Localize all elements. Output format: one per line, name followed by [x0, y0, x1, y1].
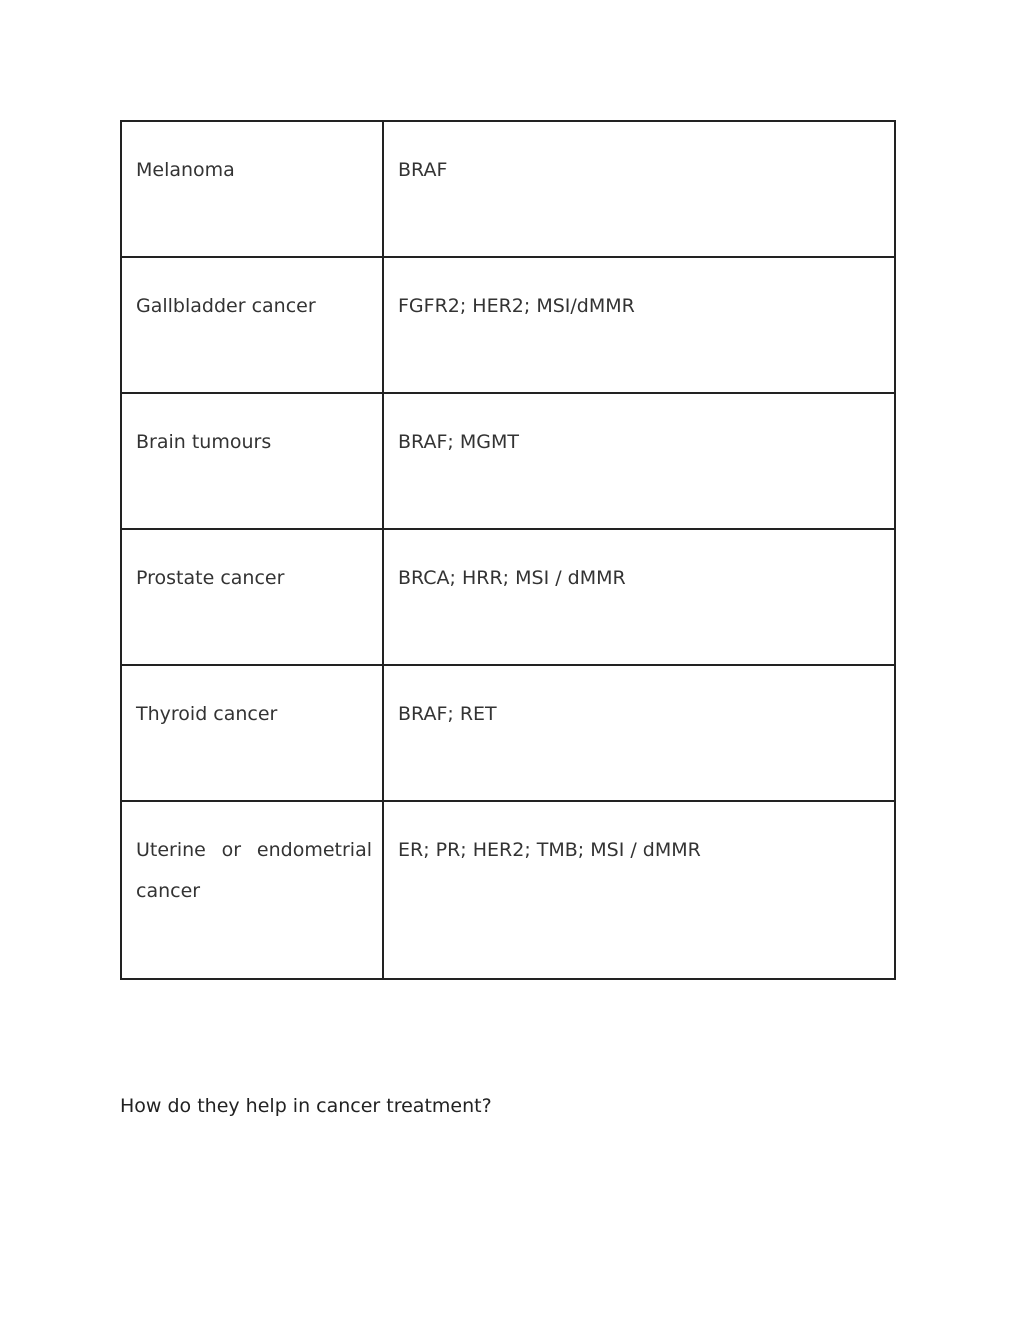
table-row [121, 665, 895, 801]
table-row [121, 801, 895, 979]
cancer-type-cell: Thyroid cancer [121, 665, 383, 801]
biomarker-cell: BRAF; RET [383, 665, 895, 801]
table-row [121, 121, 895, 257]
cancer-biomarker-table [120, 120, 896, 980]
biomarker-cell: BRAF; MGMT [383, 393, 895, 529]
cancer-type-cell: Gallbladder cancer [121, 257, 383, 393]
cancer-type-cell: Uterine or endometrial cancer [121, 801, 383, 979]
cancer-type-cell: Melanoma [121, 121, 383, 257]
cancer-type-cell: Prostate cancer [121, 529, 383, 665]
section-question: How do they help in cancer treatment? [120, 1095, 492, 1117]
biomarker-cell: BRCA; HRR; MSI / dMMR [383, 529, 895, 665]
biomarker-cell: ER; PR; HER2; TMB; MSI / dMMR [383, 801, 895, 979]
table-row [121, 529, 895, 665]
cancer-type-cell: Brain tumours [121, 393, 383, 529]
table-row [121, 257, 895, 393]
table-row [121, 393, 895, 529]
biomarker-cell: FGFR2; HER2; MSI/dMMR [383, 257, 895, 393]
biomarker-cell: BRAF [383, 121, 895, 257]
